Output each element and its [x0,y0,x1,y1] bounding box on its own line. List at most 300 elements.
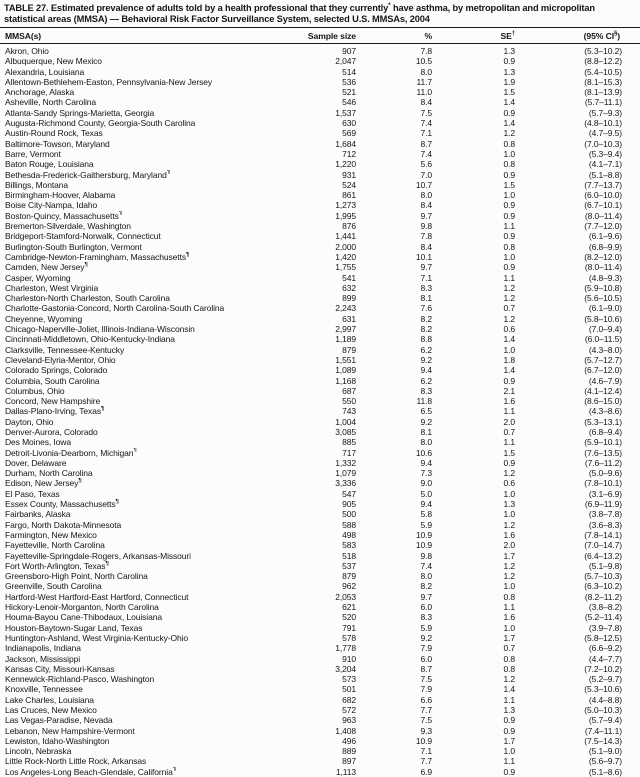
table-row [0,468,640,478]
table-row [0,211,640,221]
percent-value: 7.4 [357,118,433,128]
mmsa-name: Boise City-Nampa, Idaho [0,200,300,210]
mmsa-name: Alexandria, Louisiana [0,67,300,77]
percent-value: 7.4 [357,561,433,571]
percent-value: 9.2 [357,417,433,427]
mmsa-name: Bridgeport-Stamford-Norwalk, Connecticut [0,231,300,241]
sample-size-value: 712 [300,149,357,159]
standard-error-value: 1.2 [433,293,519,303]
percent-value: 6.2 [357,345,433,355]
mmsa-name: Fayetteville-Springdale-Rogers, Arkansas-Missouri [0,551,300,561]
ci-label-close: ) [617,31,620,41]
table-row [0,149,640,159]
sample-size-value: 569 [300,128,357,138]
standard-error-value: 0.9 [433,715,519,725]
ci-section-footnote-marker: § [614,31,617,37]
percent-value: 9.4 [357,499,433,509]
confidence-interval-value: (5.2–9.7) [519,674,640,684]
standard-error-value: 1.0 [433,345,519,355]
sample-size-value: 1,089 [300,365,357,375]
confidence-interval-value: (7.8–10.1) [519,478,640,488]
percent-value: 9.4 [357,365,433,375]
confidence-interval-value: (6.8–9.9) [519,242,640,252]
mmsa-name: Anchorage, Alaska [0,87,300,97]
standard-error-value: 1.3 [433,705,519,715]
percent-value: 6.2 [357,376,433,386]
standard-error-value: 2.1 [433,386,519,396]
sample-size-value: 2,243 [300,303,357,313]
mmsa-name: Huntington-Ashland, West Virginia-Kentucky-Ohio [0,633,300,643]
confidence-interval-value: (7.0–14.7) [519,540,640,550]
table-row [0,345,640,355]
mmsa-name: Clarksville, Tennessee-Kentucky [0,345,300,355]
table-row [0,695,640,705]
confidence-interval-value: (5.1–9.0) [519,746,640,756]
mmsa-name: Bethesda-Frederick-Gaithersburg, Maryland¶ [0,170,300,180]
sample-size-value: 2,997 [300,324,357,334]
confidence-interval-value: (7.0–10.3) [519,139,640,149]
sample-size-value: 514 [300,67,357,77]
standard-error-value: 1.1 [433,756,519,766]
table-row [0,67,640,77]
standard-error-value: 1.4 [433,118,519,128]
sample-size-value: 687 [300,386,357,396]
col-header-sample-size: Sample size [300,28,357,44]
standard-error-value: 0.9 [433,170,519,180]
confidence-interval-value: (4.6–7.9) [519,376,640,386]
table-row [0,756,640,766]
standard-error-value: 1.0 [433,190,519,200]
sample-size-value: 521 [300,87,357,97]
col-header-ci [519,28,640,44]
percent-value: 9.7 [357,262,433,272]
sample-size-value: 572 [300,705,357,715]
sample-size-value: 1,551 [300,355,357,365]
table-row [0,376,640,386]
table-row [0,200,640,210]
sample-size-value: 3,085 [300,427,357,437]
table-row [0,581,640,591]
sample-size-value: 630 [300,118,357,128]
standard-error-value: 0.9 [433,458,519,468]
percent-value: 7.8 [357,231,433,241]
confidence-interval-value: (5.9–10.8) [519,283,640,293]
confidence-interval-value: (4.8–9.3) [519,273,640,283]
sample-size-value: 1,441 [300,231,357,241]
percent-value: 8.0 [357,190,433,200]
percent-value: 9.0 [357,478,433,488]
percent-value: 7.5 [357,715,433,725]
table-row [0,77,640,87]
percent-value: 10.9 [357,530,433,540]
table-row [0,736,640,746]
standard-error-value: 1.5 [433,448,519,458]
confidence-interval-value: (5.9–10.1) [519,437,640,447]
standard-error-value: 0.9 [433,200,519,210]
sample-size-value: 3,336 [300,478,357,488]
mmsa-name: Las Cruces, New Mexico [0,705,300,715]
table-row [0,520,640,530]
standard-error-value: 1.6 [433,612,519,622]
confidence-interval-value: (8.0–11.4) [519,262,640,272]
confidence-interval-value: (7.8–14.1) [519,530,640,540]
standard-error-value: 1.0 [433,149,519,159]
sample-size-value: 907 [300,44,357,57]
percent-value: 10.1 [357,252,433,262]
col-header-percent: % [357,28,433,44]
table-row [0,293,640,303]
table-row [0,767,640,777]
sample-size-value: 879 [300,571,357,581]
confidence-interval-value: (5.6–9.7) [519,756,640,766]
percent-value: 9.3 [357,726,433,736]
sample-size-value: 910 [300,654,357,664]
table-title-text-pre: TABLE 27. Estimated prevalence of adults told by a health professional that they currently [4,3,388,13]
confidence-interval-value: (8.1–15.3) [519,77,640,87]
percent-value: 6.0 [357,654,433,664]
standard-error-value: 0.9 [433,262,519,272]
sample-size-value: 1,408 [300,726,357,736]
table-row [0,437,640,447]
standard-error-value: 1.1 [433,273,519,283]
mmsa-name: Cincinnati-Middletown, Ohio-Kentucky-Indiana [0,334,300,344]
standard-error-value: 1.2 [433,674,519,684]
standard-error-value: 2.0 [433,417,519,427]
table-row [0,664,640,674]
percent-value: 8.1 [357,427,433,437]
confidence-interval-value: (6.0–10.0) [519,190,640,200]
sample-size-value: 583 [300,540,357,550]
standard-error-value: 0.7 [433,427,519,437]
sample-size-value: 1,684 [300,139,357,149]
percent-value: 8.1 [357,293,433,303]
percent-value: 8.4 [357,97,433,107]
table-row [0,170,640,180]
sample-size-value: 879 [300,345,357,355]
confidence-interval-value: (8.6–15.0) [519,396,640,406]
standard-error-value: 1.5 [433,180,519,190]
standard-error-value: 1.2 [433,561,519,571]
mmsa-name: Colorado Springs, Colorado [0,365,300,375]
mmsa-name: Barre, Vermont [0,149,300,159]
percent-value: 5.0 [357,489,433,499]
standard-error-value: 0.9 [433,108,519,118]
confidence-interval-value: (5.7–9.3) [519,108,640,118]
row-footnote-marker: ¶ [78,478,81,484]
table-title [0,0,640,28]
mmsa-name: Albuquerque, New Mexico [0,56,300,66]
percent-value: 8.2 [357,314,433,324]
row-footnote-marker: ¶ [84,262,87,268]
table-title-text-post: have asthma, by metropolitan and micropolitan statistical areas (MMSA) — Behavioral Risk Factor Surveillance System, selected U.S. MMSAs, 2004 [4,3,595,24]
mmsa-name: Farmington, New Mexico [0,530,300,540]
standard-error-value: 1.0 [433,252,519,262]
row-footnote-marker: ¶ [133,448,136,454]
table-row [0,118,640,128]
standard-error-value: 1.7 [433,736,519,746]
table-row [0,654,640,664]
table-row [0,509,640,519]
table-row [0,417,640,427]
standard-error-value: 0.6 [433,478,519,488]
table-row [0,159,640,169]
mmsa-name: Houston-Baytown-Sugar Land, Texas [0,623,300,633]
confidence-interval-value: (6.7–12.0) [519,365,640,375]
sample-size-value: 1,420 [300,252,357,262]
mmsa-name: Hickory-Lenoir-Morganton, North Carolina [0,602,300,612]
confidence-interval-value: (6.6–9.2) [519,643,640,653]
title-asterisk-footnote-marker: * [388,2,390,9]
percent-value: 9.2 [357,355,433,365]
standard-error-value: 0.9 [433,726,519,736]
mmsa-name: Dallas-Plano-Irving, Texas¶ [0,406,300,416]
percent-value: 8.2 [357,324,433,334]
percent-value: 8.8 [357,334,433,344]
standard-error-value: 1.0 [433,623,519,633]
table-row [0,478,640,488]
standard-error-value: 0.8 [433,242,519,252]
standard-error-value: 1.1 [433,437,519,447]
table-row [0,139,640,149]
confidence-interval-value: (5.7–9.4) [519,715,640,725]
mmsa-name: Boston-Quincy, Massachusetts¶ [0,211,300,221]
confidence-interval-value: (5.3–9.4) [519,149,640,159]
confidence-interval-value: (8.2–12.0) [519,252,640,262]
mmsa-name: Burlington-South Burlington, Vermont [0,242,300,252]
sample-size-value: 1,778 [300,643,357,653]
confidence-interval-value: (3.1–6.9) [519,489,640,499]
confidence-interval-value: (7.6–11.2) [519,458,640,468]
standard-error-value: 1.0 [433,489,519,499]
sample-size-value: 1,113 [300,767,357,777]
percent-value: 7.3 [357,468,433,478]
table-row [0,355,640,365]
mmsa-name: Fargo, North Dakota-Minnesota [0,520,300,530]
row-footnote-marker: ¶ [186,252,189,258]
percent-value: 9.2 [357,633,433,643]
percent-value: 10.9 [357,736,433,746]
table-row [0,180,640,190]
table-row [0,97,640,107]
confidence-interval-value: (3.6–8.3) [519,520,640,530]
table-row [0,540,640,550]
confidence-interval-value: (4.4–7.7) [519,654,640,664]
table-row [0,623,640,633]
sample-size-value: 632 [300,283,357,293]
mmsa-name: Bremerton-Silverdale, Washington [0,221,300,231]
table-row [0,705,640,715]
mmsa-name: Kansas City, Missouri-Kansas [0,664,300,674]
sample-size-value: 537 [300,561,357,571]
table-row [0,324,640,334]
sample-size-value: 791 [300,623,357,633]
sample-size-value: 1,079 [300,468,357,478]
confidence-interval-value: (4.1–12.4) [519,386,640,396]
table-row [0,231,640,241]
percent-value: 7.1 [357,273,433,283]
confidence-interval-value: (5.7–12.7) [519,355,640,365]
sample-size-value: 621 [300,602,357,612]
standard-error-value: 1.8 [433,355,519,365]
percent-value: 8.0 [357,571,433,581]
standard-error-value: 1.4 [433,97,519,107]
sample-size-value: 1,332 [300,458,357,468]
standard-error-value: 0.9 [433,376,519,386]
mmsa-name: Fairbanks, Alaska [0,509,300,519]
mmsa-name: Columbia, South Carolina [0,376,300,386]
percent-value: 6.6 [357,695,433,705]
confidence-interval-value: (6.7–10.1) [519,200,640,210]
mmsa-name: Las Vegas-Paradise, Nevada [0,715,300,725]
sample-size-value: 861 [300,190,357,200]
percent-value: 8.7 [357,139,433,149]
confidence-interval-value: (5.8–12.5) [519,633,640,643]
confidence-interval-value: (6.4–13.2) [519,551,640,561]
mmsa-name: Detroit-Livonia-Dearborn, Michigan¶ [0,448,300,458]
table-row [0,87,640,97]
confidence-interval-value: (5.2–11.4) [519,612,640,622]
sample-size-value: 547 [300,489,357,499]
standard-error-value: 1.3 [433,499,519,509]
standard-error-value: 1.2 [433,128,519,138]
standard-error-value: 0.7 [433,303,519,313]
confidence-interval-value: (6.8–9.4) [519,427,640,437]
standard-error-value: 0.8 [433,159,519,169]
table-row [0,612,640,622]
percent-value: 8.7 [357,664,433,674]
table-row [0,303,640,313]
confidence-interval-value: (8.2–11.2) [519,592,640,602]
sample-size-value: 3,204 [300,664,357,674]
percent-value: 9.8 [357,221,433,231]
header-row [0,28,640,44]
mmsa-name: Akron, Ohio [0,44,300,57]
standard-error-value: 1.4 [433,365,519,375]
standard-error-value: 0.9 [433,767,519,777]
row-footnote-marker: ¶ [105,561,108,567]
confidence-interval-value: (5.1–8.8) [519,170,640,180]
standard-error-value: 0.7 [433,643,519,653]
sample-size-value: 963 [300,715,357,725]
table-row [0,458,640,468]
confidence-interval-value: (7.5–14.3) [519,736,640,746]
sample-size-value: 578 [300,633,357,643]
standard-error-value: 0.9 [433,231,519,241]
table-row [0,386,640,396]
table-row [0,283,640,293]
sample-size-value: 546 [300,97,357,107]
mmsa-name: Cheyenne, Wyoming [0,314,300,324]
sample-size-value: 550 [300,396,357,406]
mmsa-name: Little Rock-North Little Rock, Arkansas [0,756,300,766]
mmsa-name: Austin-Round Rock, Texas [0,128,300,138]
mmsa-name: Kennewick-Richland-Pasco, Washington [0,674,300,684]
ci-label: (95% CI [584,31,614,41]
table-row [0,314,640,324]
confidence-interval-value: (4.3–8.0) [519,345,640,355]
table-row [0,273,640,283]
mmsa-name: Durham, North Carolina [0,468,300,478]
percent-value: 7.5 [357,674,433,684]
confidence-interval-value: (7.4–11.1) [519,726,640,736]
standard-error-value: 1.2 [433,571,519,581]
mmsa-name: Knoxville, Tennessee [0,684,300,694]
table-row [0,262,640,272]
mmsa-name: Lebanon, New Hampshire-Vermont [0,726,300,736]
table-row [0,56,640,66]
standard-error-value: 0.8 [433,592,519,602]
standard-error-value: 0.6 [433,324,519,334]
mmsa-name: Camden, New Jersey¶ [0,262,300,272]
mmsa-name: Charleston-North Charleston, South Carolina [0,293,300,303]
confidence-interval-value: (5.0–10.3) [519,705,640,715]
standard-error-value: 0.8 [433,664,519,674]
confidence-interval-value: (7.2–10.2) [519,664,640,674]
sample-size-value: 501 [300,684,357,694]
percent-value: 9.8 [357,551,433,561]
sample-size-value: 2,053 [300,592,357,602]
sample-size-value: 588 [300,520,357,530]
percent-value: 11.7 [357,77,433,87]
percent-value: 11.8 [357,396,433,406]
mmsa-name: Birmingham-Hoover, Alabama [0,190,300,200]
confidence-interval-value: (7.0–9.4) [519,324,640,334]
confidence-interval-value: (6.1–9.6) [519,231,640,241]
mmsa-name: Houma-Bayou Cane-Thibodaux, Louisiana [0,612,300,622]
sample-size-value: 905 [300,499,357,509]
mmsa-name: Baton Rouge, Louisiana [0,159,300,169]
standard-error-value: 0.9 [433,211,519,221]
table-row [0,715,640,725]
percent-value: 8.0 [357,437,433,447]
mmsa-name: Charleston, West Virginia [0,283,300,293]
confidence-interval-value: (7.7–13.7) [519,180,640,190]
standard-error-value: 1.9 [433,77,519,87]
table-row [0,128,640,138]
row-footnote-marker: ¶ [101,406,104,412]
percent-value: 10.7 [357,180,433,190]
percent-value: 7.7 [357,756,433,766]
mmsa-name: Lake Charles, Louisiana [0,695,300,705]
row-footnote-marker: ¶ [119,211,122,217]
percent-value: 7.0 [357,170,433,180]
percent-value: 6.5 [357,406,433,416]
table-row [0,44,640,57]
confidence-interval-value: (7.6–13.5) [519,448,640,458]
mmsa-name: Des Moines, Iowa [0,437,300,447]
table-row [0,108,640,118]
confidence-interval-value: (8.8–12.2) [519,56,640,66]
mmsa-name: Denver-Aurora, Colorado [0,427,300,437]
standard-error-value: 1.4 [433,334,519,344]
confidence-interval-value: (5.0–9.6) [519,468,640,478]
standard-error-value: 1.2 [433,314,519,324]
sample-size-value: 1,168 [300,376,357,386]
mmsa-name: Hartford-West Hartford-East Hartford, Connecticut [0,592,300,602]
sample-size-value: 524 [300,180,357,190]
confidence-interval-value: (4.7–9.5) [519,128,640,138]
standard-error-value: 1.1 [433,406,519,416]
confidence-interval-value: (5.8–10.6) [519,314,640,324]
table-row [0,365,640,375]
sample-size-value: 1,755 [300,262,357,272]
confidence-interval-value: (4.8–10.1) [519,118,640,128]
mmsa-name: Chicago-Naperville-Joliet, Illinois-Indiana-Wisconsin [0,324,300,334]
standard-error-value: 0.8 [433,139,519,149]
table-row [0,592,640,602]
confidence-interval-value: (3.8–8.2) [519,602,640,612]
table-row [0,252,640,262]
